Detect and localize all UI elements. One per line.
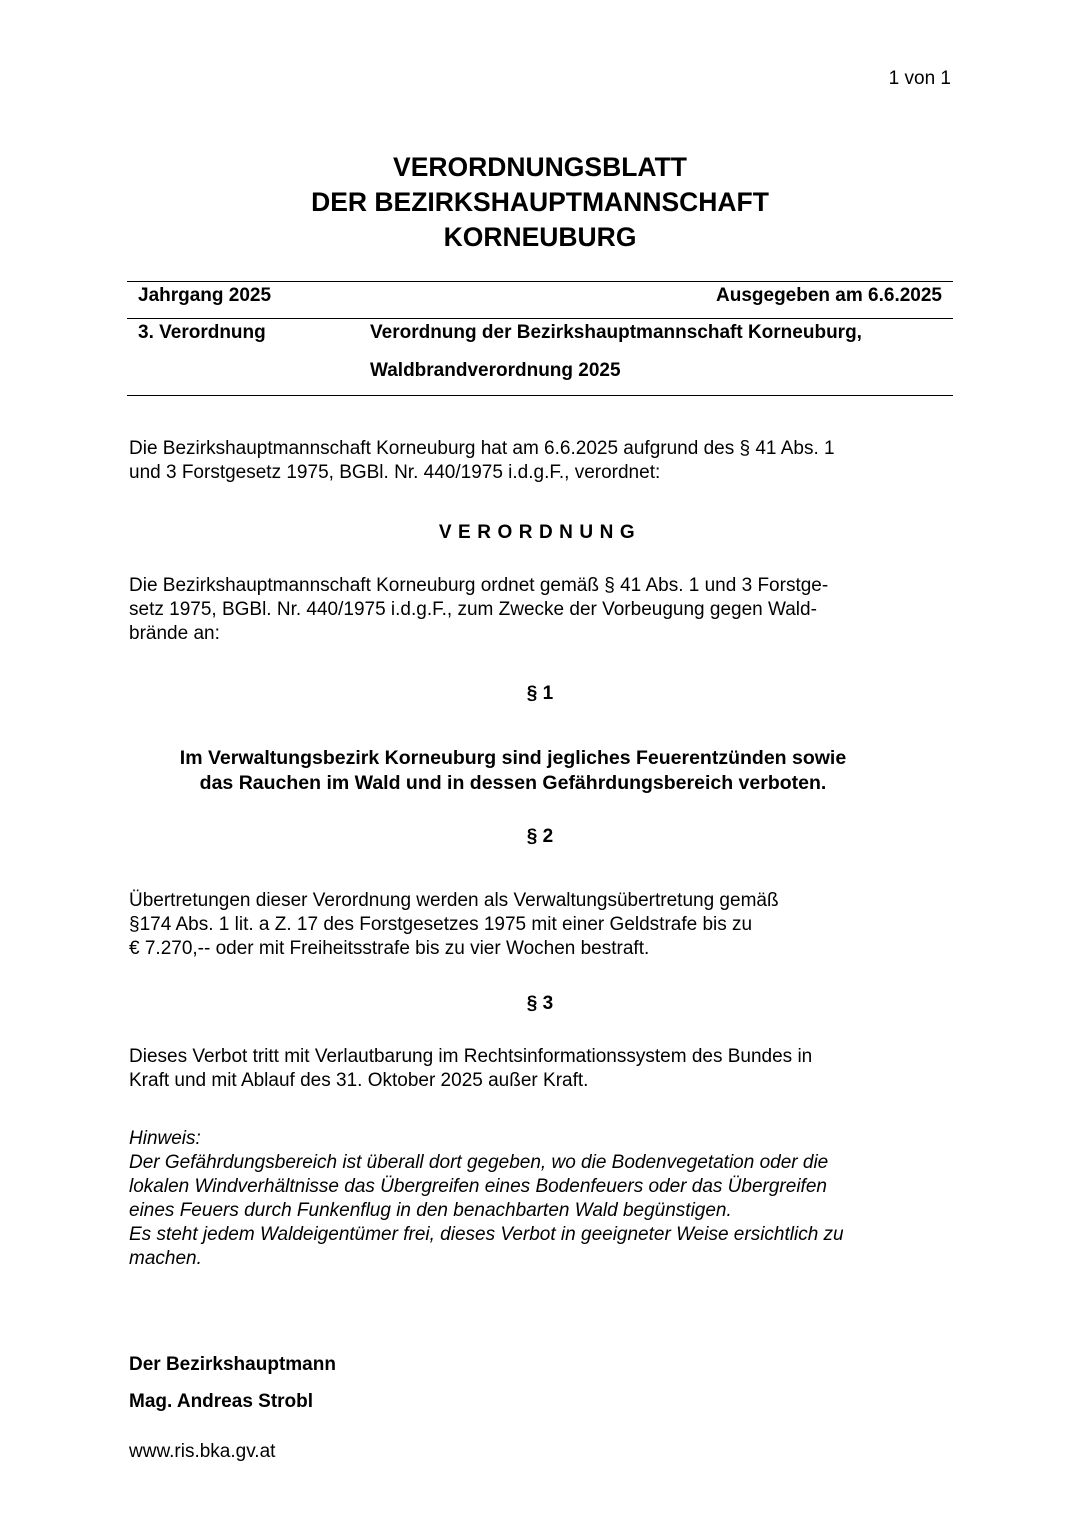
issue-date: Ausgegeben am 6.6.2025 <box>716 285 942 306</box>
section-1-line: das Rauchen im Wald und in dessen Gefährdungsbereich verboten. <box>199 772 827 794</box>
ordinance-subject-line-1: Verordnung der Bezirkshauptmannschaft Korneuburg, <box>370 322 862 343</box>
note-line: eines Feuers durch Funkenflug in den benachbarten Wald begünstigen. <box>129 1200 732 1221</box>
title-line-3: KORNEUBURG <box>443 222 637 252</box>
section-1-text <box>0 746 1026 796</box>
section-2-label: § 2 <box>526 826 554 847</box>
note-line: machen. <box>129 1248 202 1269</box>
signature-role: Der Bezirkshauptmann <box>129 1354 336 1375</box>
section-1-line: Im Verwaltungsbezirk Korneuburg sind jegliches Feuerentzünden sowie <box>179 747 847 769</box>
intro-line: Die Bezirkshauptmannschaft Korneuburg hat am 6.6.2025 aufgrund des § 41 Abs. 1 <box>129 438 835 459</box>
section-3-text <box>129 1045 951 1093</box>
note-line: lokalen Windverhältnisse das Übergreifen eines Bodenfeuers oder das Übergreifen <box>129 1176 827 1197</box>
preamble-paragraph <box>129 574 951 646</box>
note-block <box>129 1127 951 1271</box>
bottom-rule <box>127 395 953 396</box>
preamble-line: setz 1975, BGBl. Nr. 440/1975 i.d.g.F., zum Zwecke der Vorbeugung gegen Wald- <box>129 599 817 620</box>
ordinance-subject-line-2: Waldbrandverordnung 2025 <box>370 360 621 381</box>
note-label: Hinweis: <box>129 1128 201 1149</box>
top-rule <box>127 281 953 282</box>
jahrgang-label: Jahrgang 2025 <box>138 285 272 306</box>
section-1-label: § 1 <box>526 683 554 704</box>
signature-name: Mag. Andreas Strobl <box>129 1391 314 1412</box>
intro-paragraph <box>129 437 951 485</box>
section-3-line: Dieses Verbot tritt mit Verlautbarung im Rechtsinformationssystem des Bundes in <box>129 1046 813 1067</box>
section-2-line: §174 Abs. 1 lit. a Z. 17 des Forstgesetzes 1975 mit einer Geldstrafe bis zu <box>129 914 753 935</box>
preamble-line: brände an: <box>129 623 220 644</box>
title-line-2: DER BEZIRKSHAUPTMANNSCHAFT <box>311 187 769 217</box>
section-2-line: € 7.270,-- oder mit Freiheitsstrafe bis zu vier Wochen bestraft. <box>129 938 650 959</box>
section-3-label: § 3 <box>526 993 554 1014</box>
document-title <box>0 150 1080 255</box>
intro-line: und 3 Forstgesetz 1975, BGBl. Nr. 440/1975 i.d.g.F., verordnet: <box>129 462 661 483</box>
preamble-line: Die Bezirkshauptmannschaft Korneuburg ordnet gemäß § 41 Abs. 1 und 3 Forstge- <box>129 575 829 596</box>
note-line: Es steht jedem Waldeigentümer frei, dieses Verbot in geeigneter Weise ersichtlich zu <box>129 1224 844 1245</box>
section-2-line: Übertretungen dieser Verordnung werden als Verwaltungsübertretung gemäß <box>129 890 779 911</box>
section-3-line: Kraft und mit Ablauf des 31. Oktober 2025 außer Kraft. <box>129 1070 589 1091</box>
ordinance-number: 3. Verordnung <box>138 322 266 343</box>
middle-rule <box>127 318 953 319</box>
footer-url: www.ris.bka.gv.at <box>129 1441 276 1462</box>
title-line-1: VERORDNUNGSBLATT <box>393 152 687 182</box>
note-line: Der Gefährdungsbereich ist überall dort gegeben, wo die Bodenvegetation oder die <box>129 1152 829 1173</box>
section-2-text <box>129 889 951 961</box>
verordnung-heading: VERORDNUNG <box>438 522 642 543</box>
page-indicator: 1 von 1 <box>888 68 951 89</box>
